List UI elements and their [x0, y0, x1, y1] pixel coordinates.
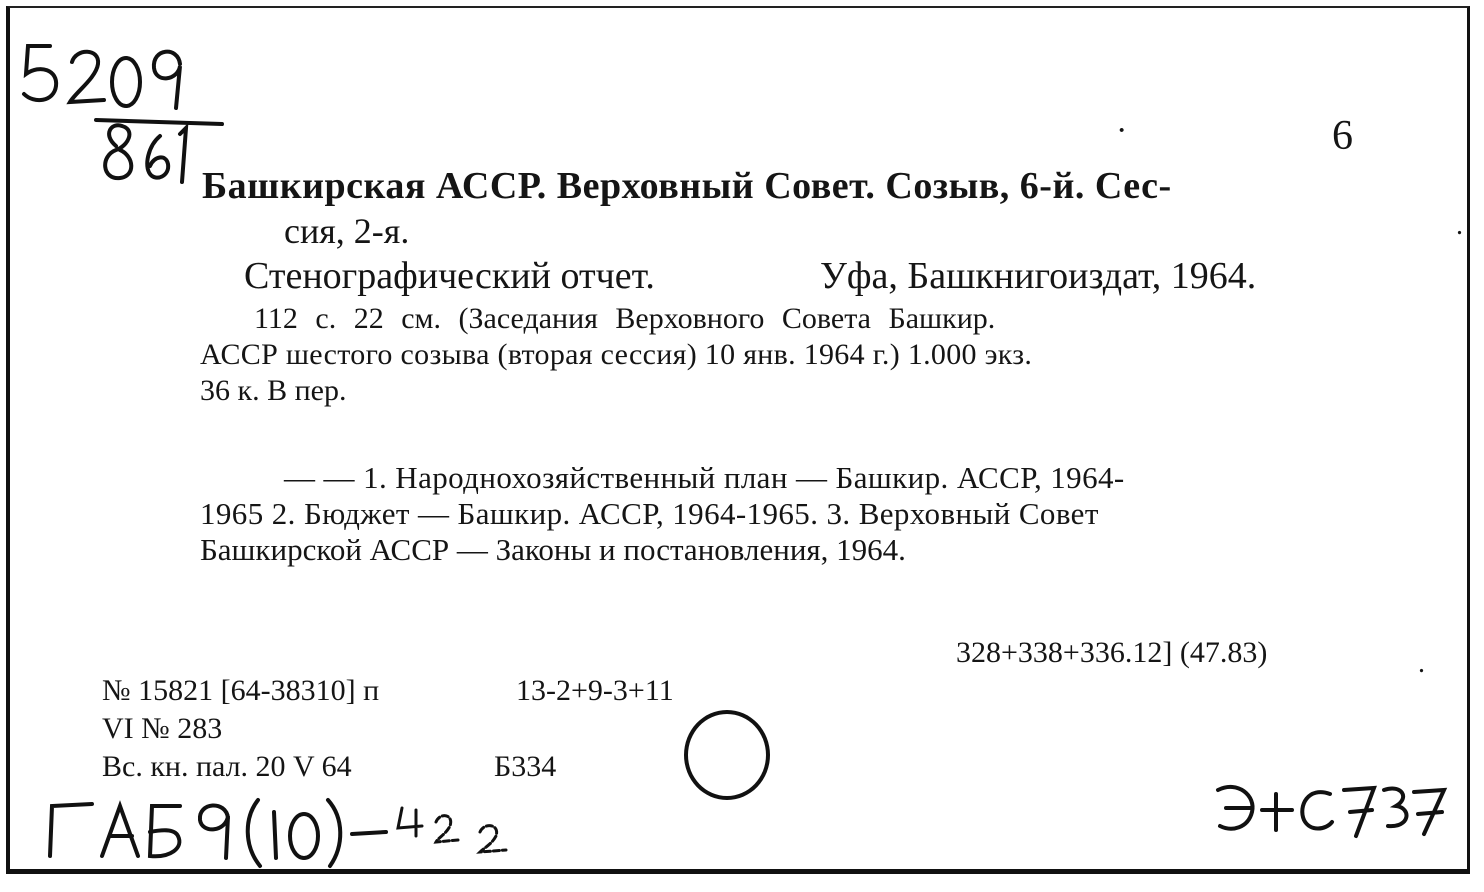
collation-line-3: 36 к. В пер. [200, 374, 347, 407]
handwritten-shelf-mark [20, 38, 230, 203]
card-number: 6 [1332, 113, 1353, 159]
formula: 13-2+9-3+11 [516, 674, 674, 707]
title-line: Стенографический отчет. [244, 255, 655, 297]
stray-dot: · [1116, 112, 1128, 149]
sheets: Вс. кн. пал. 20 V 64 [102, 750, 352, 783]
imprint: Уфа, Башкнигоиздат, 1964. [820, 255, 1257, 297]
series-number: VI № 283 [102, 712, 223, 745]
heading-line-1: Башкирская АССР. Верховный Совет. Созыв, 6-й. Сес- [202, 165, 1172, 207]
subjects-line-3: Башкирской АССР — Законы и постановления, 1964. [200, 532, 906, 567]
handwritten-bottom-left [40, 792, 540, 877]
order-number: № 15821 [64-38310] п [102, 674, 380, 707]
subjects-line-2: 1965 2. Бюджет — Башкир. АССР, 1964-1965. 3. Верховный Совет [200, 496, 1099, 531]
circle-stamp-icon [684, 710, 770, 800]
collation-line-1: 112 с. 22 см. (Заседания Верховного Совета Башкир. [254, 302, 996, 335]
handwritten-shelf-mark-drawing [20, 38, 230, 198]
handwritten-bottom-left-drawing [40, 792, 540, 872]
collation-line-2: АССР шестого созыва (вторая сессия) 10 янв. 1964 г.) 1.000 экз. [200, 338, 1033, 371]
speck-right-edge: . [1456, 210, 1463, 241]
code: Б334 [494, 750, 557, 783]
handwritten-bottom-right-drawing [1212, 776, 1452, 846]
speck-right: . [1418, 648, 1425, 679]
handwritten-bottom-right [1212, 776, 1452, 851]
class-numbers: 328+338+336.12] (47.83) [956, 636, 1268, 669]
subjects-line-1: — — 1. Народнохозяйственный план — Башкир. АССР, 1964- [284, 460, 1125, 495]
heading-line-2: сия, 2-я. [284, 211, 410, 251]
